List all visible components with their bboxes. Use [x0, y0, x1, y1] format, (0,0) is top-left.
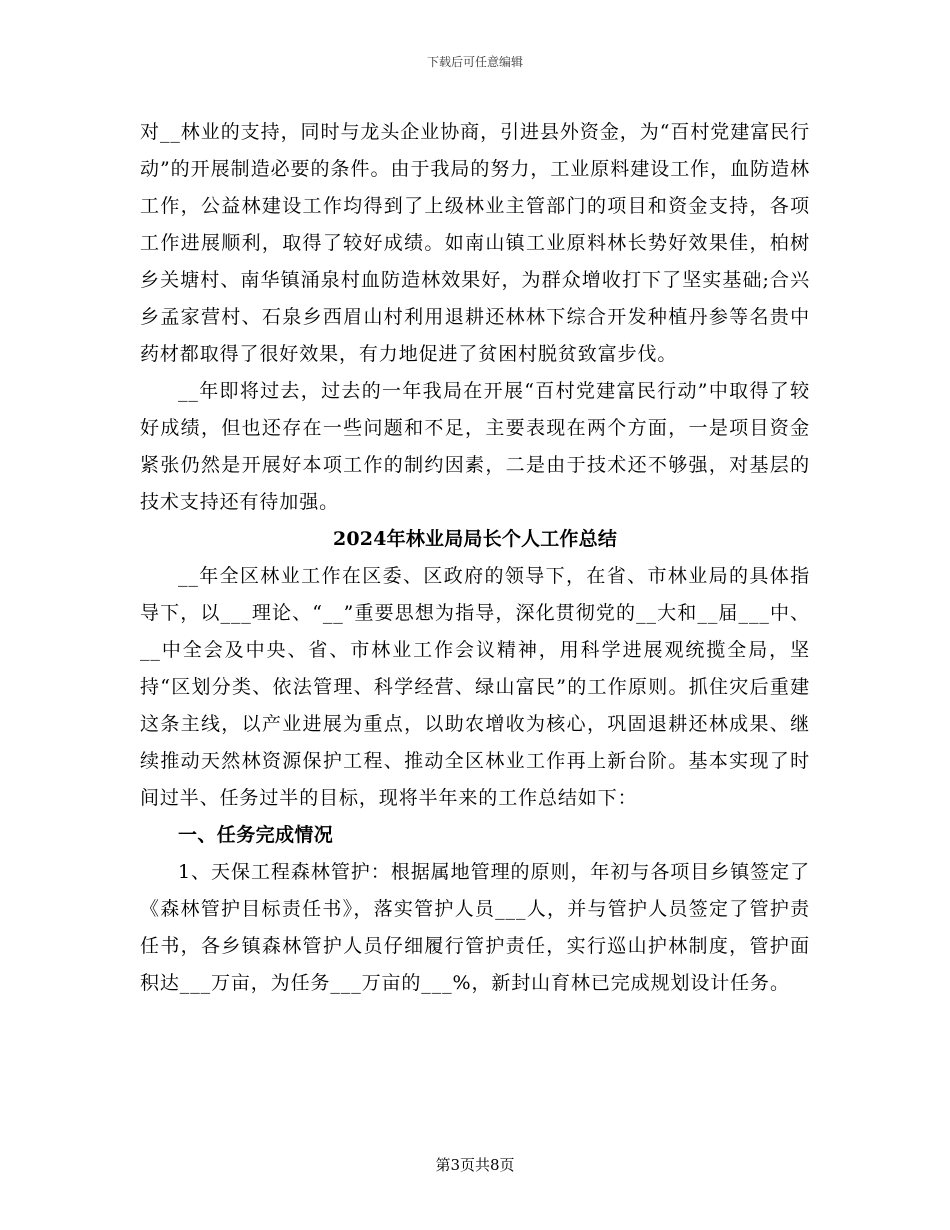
page-header: 下载后可任意编辑 [426, 55, 523, 69]
page-number: 第3页共8页 [435, 1156, 515, 1174]
paragraph-summary: __年即将过去，过去的一年我局在开展“百村党建富民行动”中取得了较好成绩，但也还存在一些问题和不足，主要表现在两个方面，一是项目资金紧张仍然是开展好本项工作的制约因素，二是由于技术还不够强，对基层的技术支持还有待加强。 [140, 380, 810, 513]
section-heading: 一、任务完成情况 [178, 824, 334, 846]
document-body [140, 114, 810, 1002]
paragraph-continued: 对__林业的支持，同时与龙头企业协商，引进县外资金，为“百村党建富民行动”的开展制造必要的条件。由于我局的努力，工业原料建设工作，血防造林工作，公益林建设工作均得到了上级林业主管部门的项目和资金支持，各项工作进展顺利，取得了较好成绩。如南山镇工业原料林长势好效果佳，柏树乡关塘村、南华镇涌泉村血防造林效果好，为群众增收打下了坚实基础;合兴乡孟家营村、石泉乡西眉山村利用退耕还林林下综合开发种植丹参等名贵中药材都取得了很好效果，有力地促进了贫困村脱贫致富步伐。 [140, 121, 810, 365]
paragraph-intro: __年全区林业工作在区委、区政府的领导下，在省、市林业局的具体指导下，以___理论、“__”重要思想为指导，深化贯彻党的__大和__届___中、__中全会及中央、省、市林业工作会议精神，用科学进展观统揽全局，坚持“区划分类、依法管理、科学经营、绿山富民”的工作原则。抓住灾后重建这条主线，以产业进展为重点，以助农增收为核心，巩固退耕还林成果、继续推动天然林资源保护工程、推动全区林业工作再上新台阶。基本实现了时间过半、任务过半的目标，现将半年来的工作总结如下： [140, 565, 810, 809]
paragraph-forest-protection: 1、天保工程森林管护：根据属地管理的原则，年初与各项目乡镇签定了《森林管护目标责任书》，落实管护人员___人，并与管护人员签定了管护责任书，各乡镇森林管护人员仔细履行管护责任，实行巡山护林制度，管护面积达___万亩，为任务___万亩的___%，新封山育林已完成规划设计任务。 [140, 861, 810, 994]
document-title: 2024年林业局局长个人工作总结 [332, 528, 618, 550]
